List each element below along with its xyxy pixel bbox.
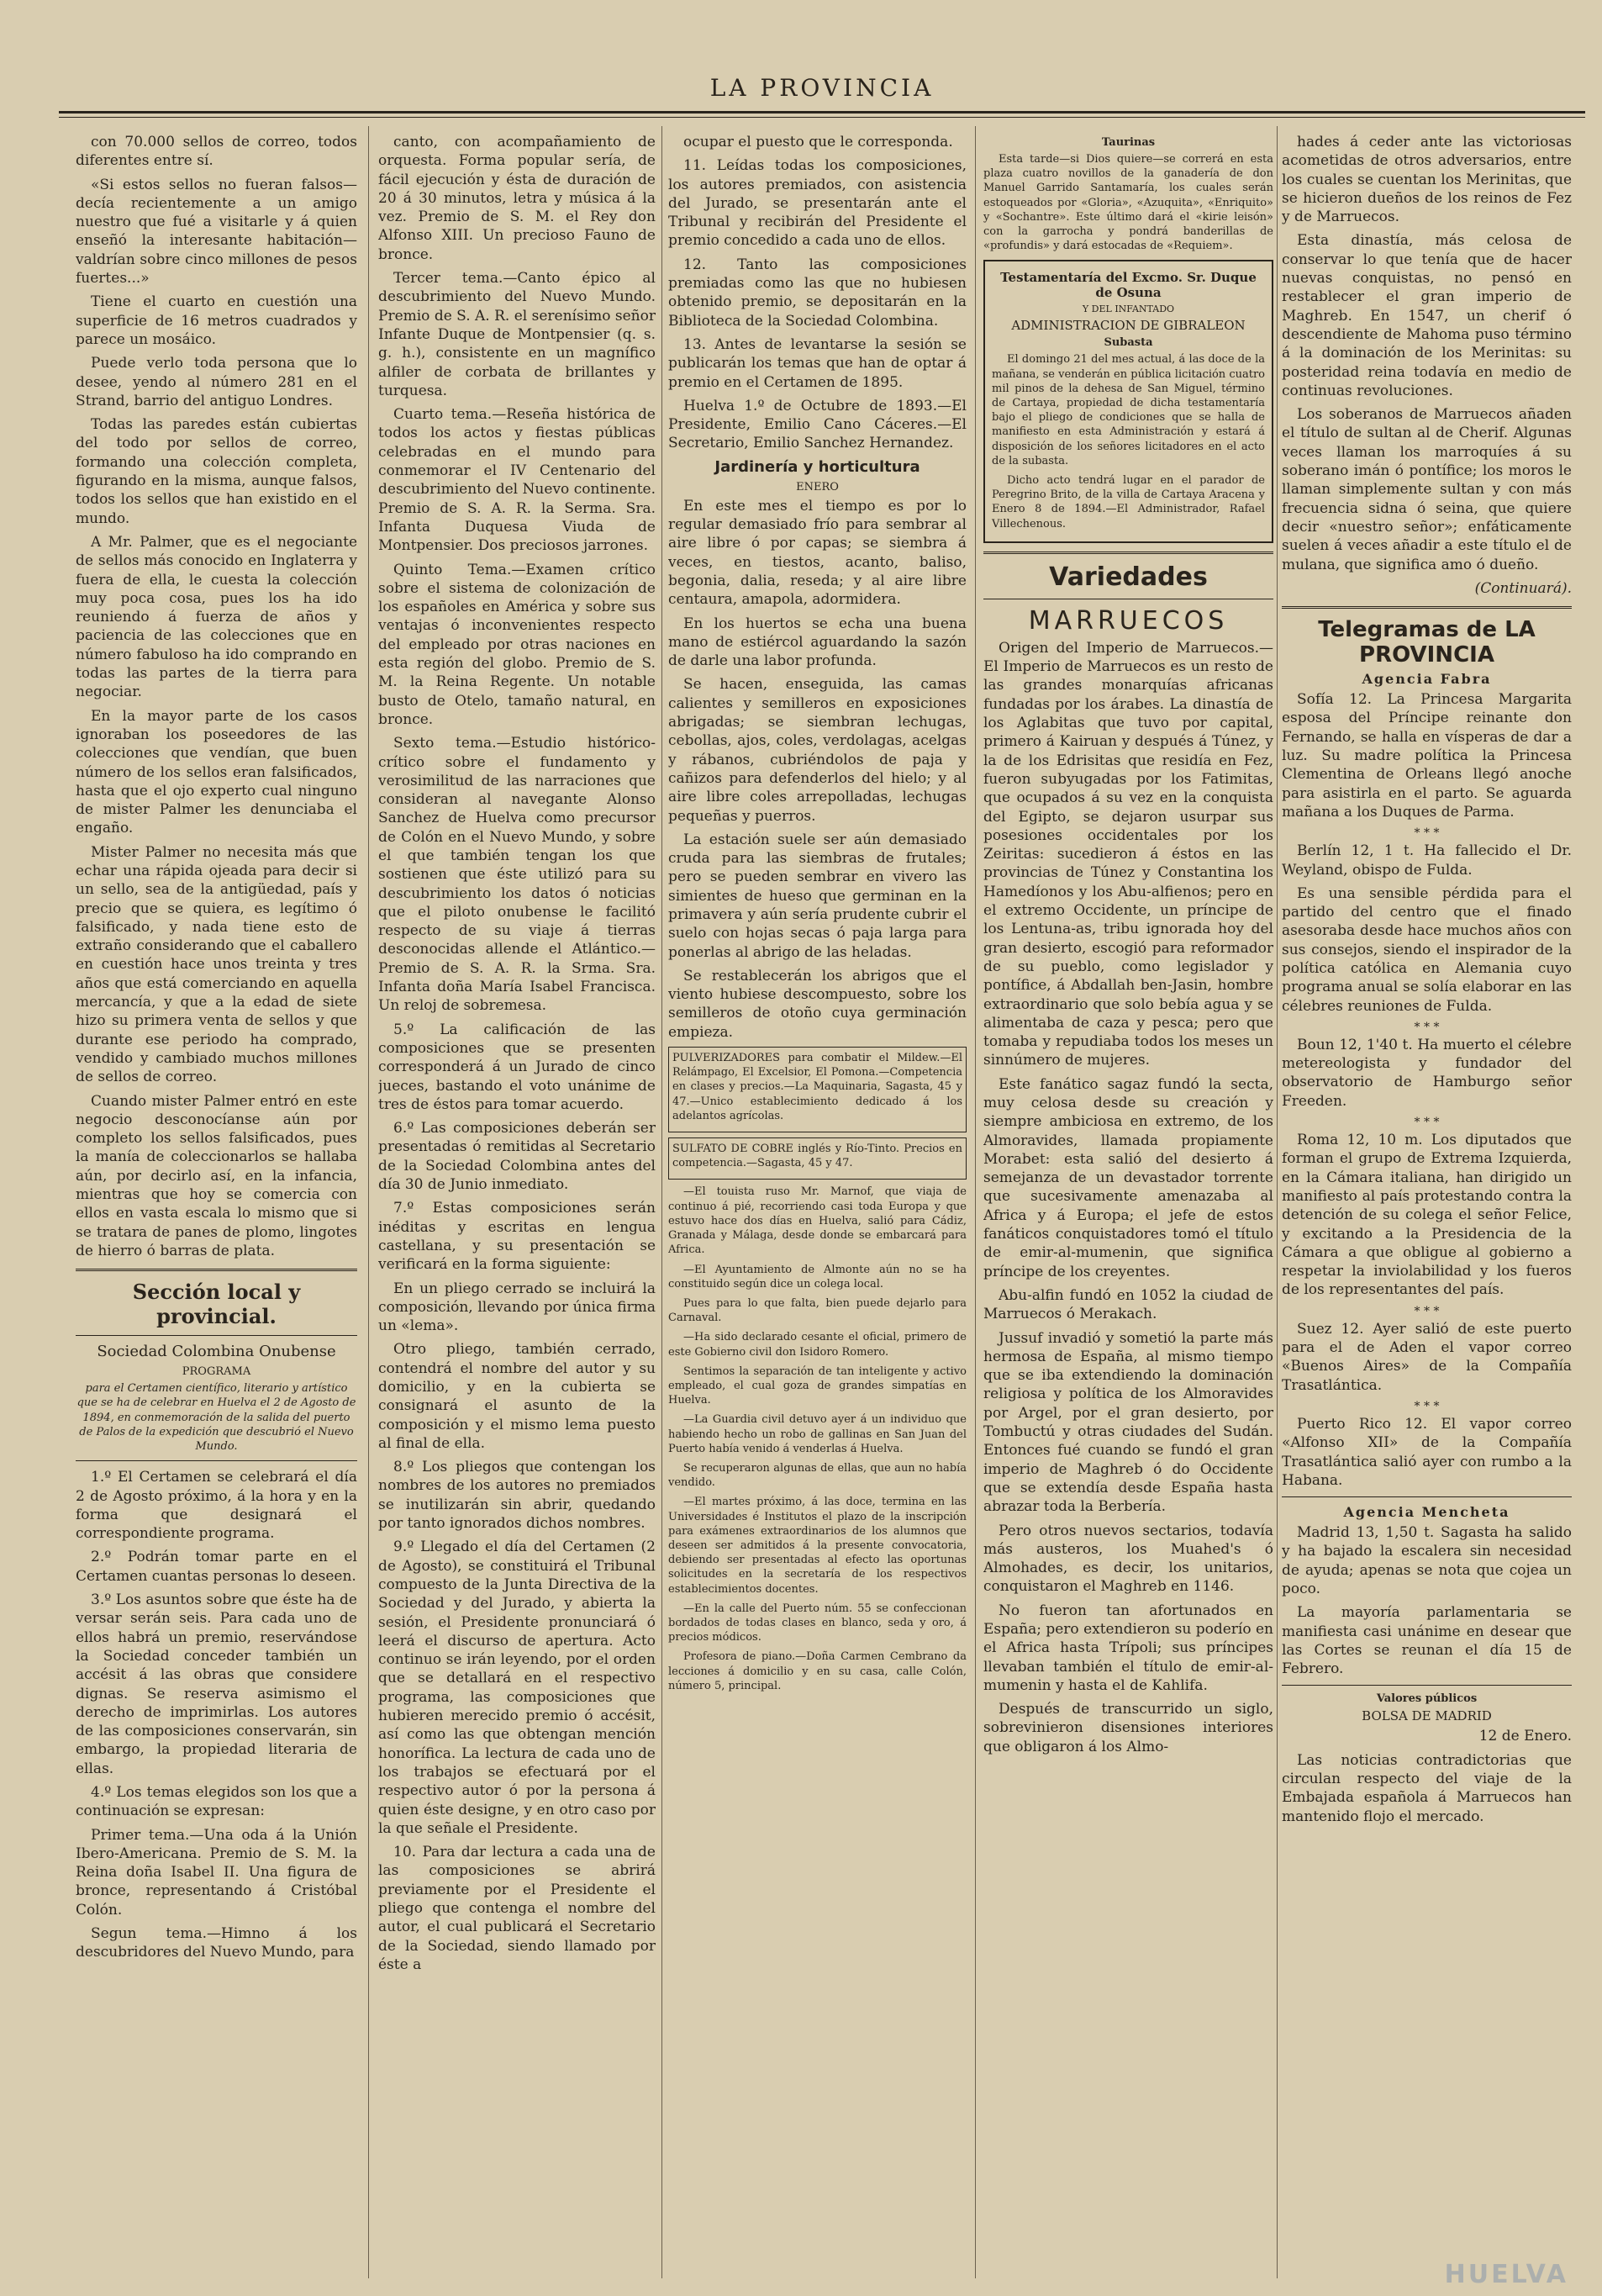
subasta-text: Dicho acto tendrá lugar en el parador de Peregrino Brito, de la villa de Cartaya Aracena y Enero 8 de 1894.—El Administrador, Rafael Villechenous.	[992, 474, 1265, 530]
paragraph: 7.º Estas composiciones serán inéditas y escritas en lengua castellana, y su presentación se verificará en la forma siguiente:	[378, 1200, 656, 1274]
telegram: Roma 12, 10 m. Los diputados que forman el grupo de Extrema Izquierda, en la Cámara italiana, han dirigido un manifiesto al país protestando contra la detención de su colega el señor Felice, y excitando a la Presidencia de la Cámara a que obligue al gobierno a respetar la inviolabilidad y los fueros de los representantes del país.	[1282, 1132, 1572, 1299]
rule-item: 3.º Los asuntos sobre que éste ha de versar serán seis. Para cada uno de ellos habrá un premio, reservándose la Sociedad conceder también un accésit á las obras que considere dignas. Se reserva asimismo el derecho de imprimirlas. Los autores de las composiciones conservarán, sin embargo, la propiedad literaria de ellas.	[76, 1591, 357, 1777]
telegram: Es una sensible pérdida para el partido del centro que el finado asesoraba desde hace muchos años con sus consejos, siendo el inspirador de la política católica en Alemania cuyo programa anual se solía elaborar en las célebres reuniones de Fulda.	[1282, 884, 1572, 1015]
continuara: (Continuará).	[1474, 579, 1572, 597]
programa-heading: PROGRAMA	[182, 1365, 251, 1379]
paragraph: Los soberanos de Marruecos añaden el título de sultan al de Cherif. Algunas veces llaman los marroquíes á su soberano imán ó pontífice; los moros le llaman simplemente sultan y con más frecuencia sidna ó seina, que quiere decir «nuestro señor»; enfáticamente suelen á veces añadir a este título el de mulana, que significa amo ó dueño.	[1282, 406, 1572, 573]
telegram: Berlín 12, 1 t. Ha fallecido el Dr. Weyland, obispo de Fulda.	[1282, 842, 1572, 879]
rule-item: Primer tema.—Una oda á la Unión Ibero-Americana. Premio de S. M. la Reina doña Isabel II. Una figura de bronce, representando á Cristóbal Colón.	[76, 1826, 357, 1919]
divider	[1282, 1496, 1572, 1497]
separator-stars: * * *	[1414, 1116, 1440, 1130]
paragraph: Cuarto tema.—Reseña histórica de todos los actos y fiestas públicas celebradas en el mundo para conmemorar el IV Centenario del descubrimiento del Nuevo continente. Premio de S. A. R. la Serma. Sra. Infanta Duquesa Viuda de Montpensier. Dos preciosos jarrones.	[378, 406, 656, 555]
telegram: Suez 12. Ayer salió de este puerto para el de Aden el vapor correo «Buenos Aires» de la Compañía Trasatlántica.	[1282, 1320, 1572, 1394]
paragraph: Quinto Tema.—Examen crítico sobre el sistema de colonización de los españoles en América y sobre sus ventajas ó inconvenientes respecto del empleado por otras naciones en esta región del globo. Premio de S. M. la Reina Regente. Un notable busto de Otelo, tamaño natural, en bronce.	[378, 561, 656, 728]
rule-item: 4.º Los temas elegidos son los que a continuación se expresan:	[76, 1783, 357, 1820]
paragraph: En este mes el tiempo es por lo regular demasiado frío para sembrar al aire libre ó por capas; se siembra á veces, en tiestos, acanto, baliso, begonia, dalia, reseda; y al aire libre centaura, amapola, adormidera.	[668, 497, 967, 609]
paragraph: Se hacen, enseguida, las camas calientes y semilleros en exposiciones abrigadas; se siembran lechugas, cebollas, ajos, coles, verdolagas, acelgas y rábanos, cubriéndolos de paja y cañizos para defenderlos del hielo; y al aire libre coles arrepolladas, lechugas pequeñas y puerros.	[668, 676, 967, 825]
paragraph: Todas las paredes están cubiertas del todo por sellos de correo, formando una colección completa, figurando en la misma, aunque falsos, todos los sellos que han existido en el mundo.	[76, 416, 357, 527]
paragraph: 5.º La calificación de las composiciones que se presenten corresponderá á un Jurado de cinco jueces, bastando el voto unánime de tres de éstos para tomar acuerdo.	[378, 1021, 656, 1113]
agencia-mencheta: Agencia Mencheta	[1343, 1504, 1510, 1521]
separator-stars: * * *	[1414, 1304, 1440, 1318]
section-rule	[983, 552, 1273, 554]
telegram: Puerto Rico 12. El vapor correo «Alfonso XII» de la Compañía Trasatlántica salió ayer con rumbo a la Habana.	[1282, 1415, 1572, 1489]
paragraph: Otro pliego, también cerrado, contendrá el nombre del autor y su domicilio, y en la cubierta se consignará el asunto de la composición y el mismo lema puesto al final de ella.	[378, 1341, 656, 1452]
paragraph: Jussuf invadió y sometió la parte más hermosa de España, al mismo tiempo que se iba extendiendo la dominación religiosa y política de los Almoravides por Argel, por el gran desierto, por Tombuctú y otras ciudades del Sudán. Entonces fué cuando se fundó el gran imperio de Maghreb ó do Occidente que se extendía desde España hasta abrazar toda la Berbería.	[983, 1329, 1273, 1516]
admin-title: ADMINISTRACION DE GIBRALEON	[1011, 318, 1246, 334]
ad-text: SULFATO DE COBRE inglés y Río-Tinto. Precios en competencia.—Sagasta, 45 y 47.	[672, 1143, 962, 1170]
paragraph: 13. Antes de levantarse la sesión se publicarán los temas que han de optar á premio en el Certamen de 1895.	[668, 335, 967, 391]
separator-stars: * * *	[1414, 826, 1440, 841]
paragraph: Después de transcurrido un siglo, sobrevinieron disensiones interiores que obligaron á los Almo-	[983, 1701, 1273, 1755]
paragraph: Puede verlo toda persona que lo desee, yendo al número 281 en el Strand, barrio del antiguo Londres.	[76, 355, 357, 409]
society-title: Sociedad Colombina Onubense	[97, 1343, 336, 1361]
column-rule	[368, 126, 369, 2278]
paragraph: Mister Palmer no necesita más que echar una rápida ojeada para decir si un sello, sea de la antigüedad, país y precio que se quiera, es legítimo ó falsificado, y nada tiene esto de extraño considerando que el caballero en cuestión hace unos treinta y tres años que está comerciando en aquella mercancía, y que a la edad de siete hizo su primera venta de sellos y que durante ese periodo ha comprado, vendido y cambiado muchos millones de sellos de correo.	[76, 843, 357, 1086]
paragraph: con 70.000 sellos de correo, todos diferentes entre sí.	[76, 134, 357, 170]
testamentaria-sub: Y DEL INFANTADO	[1082, 303, 1175, 315]
programa-intro: para el Certamen científico, literario y artístico que se ha de celebrar en Huelva el 2 de Agosto de 1894, en conmemoración de la salida del puerto de Palos de la expedición que descubrió el Nuevo Mundo.	[76, 1382, 356, 1454]
news-item: —El martes próximo, á las doce, termina en las Universidades é Institutos el plazo de la inscripción para exámenes extraordinarios de los alumnos que deseen ser admitidos á la presente convocatoria, debiendo ser presentadas al efecto las oportunas solicitudes en la secretaría de los respectivos establecimientos docentes.	[668, 1496, 967, 1596]
paragraph: Abu-alfin fundó en 1052 la ciudad de Marruecos ó Merakach.	[983, 1286, 1273, 1323]
telegram: Madrid 13, 1,50 t. Sagasta ha salido y ha bajado la escalera sin necesidad de ayuda; apenas se nota que cojea un poco.	[1282, 1524, 1572, 1597]
news-briefs	[668, 1185, 967, 1693]
subasta-notice	[983, 260, 1273, 542]
news-item: Pues para lo que falta, bien puede dejarlo para Carnaval.	[668, 1296, 967, 1325]
paragraph: 12. Tanto las composiciones premiadas como las que no hubiesen obtenido premio, se depositarán en la Biblioteca de la Sociedad Colombina.	[668, 256, 967, 330]
paragraph: En los huertos se echa una buena mano de estiércol aguardando la sazón de darle una labor profunda.	[668, 615, 967, 670]
archive-watermark: HUELVA	[1444, 2260, 1568, 2289]
news-item: —En la calle del Puerto núm. 55 se confeccionan bordados de todas clases en blanco, seda y oro, á precios módicos.	[668, 1602, 967, 1644]
paragraph: En la mayor parte de los casos ignoraban los poseedores de las colecciones que vendían, que buen número de los sellos eran falsificados, hasta que el ojo experto cual ninguno de mister Palmer les denunciaba el engaño.	[76, 707, 357, 837]
paragraph: La estación suele ser aún demasiado cruda para las siembras de frutales; pero se pueden sembrar en vivero las simientes de hueso que germinan en la primavera y aún sería prudente cubrir el suelo con hojas secas ó paja larga para ponerlas al abrigo de las heladas.	[668, 831, 967, 961]
advertisement	[668, 1137, 967, 1180]
masthead: LA PROVINCIA	[709, 74, 935, 102]
divider	[76, 1460, 357, 1461]
column-5	[1282, 133, 1572, 2272]
news-item: —El touista ruso Mr. Marnof, que viaja de continuo á pié, recorriendo casi toda Europa y que estuvo hace dos días en Huelva, salió para Cádiz, Granada y Málaga, desde donde se embarcará para Africa.	[668, 1185, 967, 1257]
paragraph: hades á ceder ante las victoriosas acometidas de otros adversarios, entre los cuales se cuentan los Merinitas, que se hicieron dueños de los reinos de Fez y de Marruecos.	[1282, 134, 1572, 226]
separator-stars: * * *	[1414, 1020, 1440, 1034]
paragraph: Cuando mister Palmer entró en este negocio desconocíanse aún por completo los sellos falsificados, pues la manía de coleccionarlos se hallaba aún, por decirlo así, en la infancia, mientras que hoy se comercia con ellos en vasta escala lo mismo que si se tratara de panes de plomo, lingotes de hierro ó barras de plata.	[76, 1092, 357, 1259]
column-rule	[661, 126, 662, 2278]
paragraph: No fueron tan afortunados en España; pero extendieron su poderío en el Africa hasta Trípoli; sus príncipes llevaban también el título de emir-al-mumenin y hasta el de Kahlifa.	[983, 1602, 1273, 1694]
news-item: —Ha sido declarado cesante el oficial, primero de este Gobierno civil don Isidoro Romero.	[668, 1331, 967, 1359]
news-item: Sentimos la separación de tan inteligente y activo empleado, el cual goza de grandes simpatías en Huelva.	[668, 1364, 967, 1407]
taurinas-text: Esta tarde—si Dios quiere—se correrá en esta plaza cuatro novillos de la ganadería de don Manuel Garrido Santamaría, los cuales serán estoqueados por «Gloria», «Azuquita», «Enriquito» y «Sochantre». Este último dará el «kirie leisón» con la garrocha y pondrá banderillas de «profundis» y dará estocadas de «Requiem».	[983, 153, 1273, 253]
news-item: —La Guardia civil detuvo ayer á un individuo que habiendo hecho un robo de gallinas en San Juan del Puerto había venido á venderlas á Huelva.	[668, 1413, 967, 1455]
valores-title: Valores públicos	[1376, 1692, 1478, 1706]
telegram: Sofía 12. La Princesa Margarita esposa del Príncipe reinante don Fernando, se halla en vísperas de dar a luz. Su madre política la Princesa Clementina de Orleans llegó anoche para asistirla en el parto. Se aguarda mañana a los Duques de Parma.	[1282, 691, 1572, 821]
paragraph: Pero otros nuevos sectarios, todavía más austeros, los Muahed's ó Almohades, es decir, los unitarios, conquistaron el Maghreb en 1146.	[983, 1522, 1273, 1596]
rule-item: 1.º El Certamen se celebrará el día 2 de Agosto próximo, á la hora y en la forma que designará el correspondiente programa.	[76, 1469, 357, 1543]
masthead-rule	[59, 111, 1585, 118]
paragraph: Origen del Imperio de Marruecos.—El Imperio de Marruecos es un resto de las grandes monarquías africanas fundadas por los árabes. La dinastía de los Aglabitas que tuvo por capital, primero á Kairuan y después á Túnez, y la de los Edrisitas que residía en Fez, fueron subyugadas por los Fatimitas, que ocupados á su vez en la conquista del Egipto, se dejaron usurpar sus posesiones occidentales por los Zeiritas: sucedieron á éstos en las provincias de Túnez y Constantina los Hamedíonos y los Abu-alfienos; pero en el extremo Occidente, un príncipe de los Lentuna-as, tribu ignorada hoy del gran desierto, escogió para reformador de su pueblo, como legislador y pontífice, á Abdallah ben-Jasin, hombre extraordinario que solo bebía agua y se alimentaba de caza y pesca; pero que tomaba y repudiaba todos los meses un sinnúmero de mujeres.	[983, 639, 1273, 1069]
divider	[1282, 1685, 1572, 1686]
divider	[76, 1335, 357, 1336]
column-rule	[975, 126, 976, 2278]
separator-stars: * * *	[1414, 1399, 1440, 1413]
testamentaria-title: Testamentaría del Excmo. Sr. Duque de Osuna	[1000, 270, 1257, 301]
marruecos-title: MARRUECOS	[1028, 605, 1229, 636]
taurinas-title: Taurinas	[1101, 136, 1156, 149]
column-2	[378, 133, 656, 2272]
subasta-text: El domingo 21 del mes actual, á las doce de la mañana, se venderán en pública licitación cuatro mil pinos de la dehesa de San Miguel, término de Cartaya, propiedad de dicha testamentaría bajo el pliego de condiciones que se halla de manifiesto en esta Administración y estará á disposición de los señores licitadores en el acto de la subasta.	[992, 353, 1265, 467]
section-title: Sección local y provincial.	[132, 1280, 301, 1329]
column-4	[983, 133, 1273, 2272]
paragraph: Este fanático sagaz fundó la secta, muy celosa desde su creación y siempre ambiciosa en extremo, de los Almoravides, llamada propiamente Morabet: esta salió del desierto á semejanza de un devastador torrente que sucesivamente amenazaba al Africa y á Europa; el jefe de estos fanáticos conquistadores tomó el título de emir-al-mumenin, que significa príncipe de los creyentes.	[983, 1075, 1273, 1280]
paragraph: Tiene el cuarto en cuestión una superficie de 16 metros cuadrados y parece un mosáico.	[76, 293, 357, 348]
bolsa-date: 12 de Enero.	[1478, 1728, 1572, 1745]
column-3	[668, 133, 967, 2272]
marruecos-article	[983, 639, 1273, 1756]
telegramas-title: Telegramas de LA PROVINCIA	[1318, 617, 1536, 668]
jardineria-title: Jardinería y horticultura	[714, 457, 920, 476]
paragraph: Esta dinastía, más celosa de conservar lo que tenía que de hacer nuevas conquistas, no pensó en restablecer el gran imperio de Maghreb. En 1547, un cherif ó descendiente de Mahoma puso término á la dominación de los Merinitas: su posteridad reina todavía en medio de continuas revoluciones.	[1282, 232, 1572, 399]
paragraph: Se restablecerán los abrigos que el viento hubiese descompuesto, sobre los semilleros de otoño cuya germinación empieza.	[668, 967, 967, 1041]
news-item: Profesora de piano.—Doña Carmen Cembrano da lecciones á domicilio y en su casa, calle Colón, número 5, principal.	[668, 1650, 967, 1692]
paragraph: 8.º Los pliegos que contengan los nombres de los autores no premiados se inutilizarán sin abrir, quedando por tanto ignorados dichos nombres.	[378, 1459, 656, 1533]
paragraph: En un pliego cerrado se incluirá la composición, llevando por única firma un «lema».	[378, 1280, 656, 1335]
paragraph: A Mr. Palmer, que es el negociante de sellos más conocido en Inglaterra y fuera de ella, le cuesta la colección muy poca cosa, pues los ha ido reuniendo á fuerza de años y paciencia de las colecciones que en número fabuloso ha ido comprando en todas las partes de la tierra para negociar.	[76, 533, 357, 701]
advertisement	[668, 1047, 967, 1132]
telegram: Boun 12, 1'40 t. Ha muerto el célebre metereologista y fundador del observatorio de Hamburgo señor Freeden.	[1282, 1036, 1572, 1110]
paragraph: canto, con acompañamiento de orquesta. Forma popular sería, de fácil ejecución y ésta de duración de 20 á 30 minutos, letra y música á la vez. Premio de S. M. el Rey don Alfonso XIII. Un precioso Fauno de bronce.	[378, 134, 656, 263]
news-item: Se recuperaron algunas de ellas, que aun no había vendido.	[668, 1461, 967, 1490]
column-1	[76, 133, 357, 2272]
paragraph: 9.º Llegado el día del Certamen (2 de Agosto), se constituirá el Tribunal compuesto de la Junta Directiva de la Sociedad y del Jurado, y abierta la sesión, el Presidente pronunciará ó leerá el discurso de apertura. Acto continuo se irán leyendo, por el orden que se detallará en el respectivo programa, las composiciones que hubieren merecido premio ó accésit, así como las que obtengan mención honorífica. La lectura de cada uno de los trabajos se efectuará por el respectivo autor ó por la persona á quien éste designe, y en otro caso por la que señale el Presidente.	[378, 1539, 656, 1837]
telegram: La mayoría parlamentaria se manifiesta casi unánime en desear que las Cortes se reunan el día 15 de Febrero.	[1282, 1604, 1572, 1678]
paragraph: Sexto tema.—Estudio histórico-crítico sobre el fundamento y verosimilitud de las narraciones que consideran al navegante Alonso Sanchez de Huelva como precursor de Colón en el Nuevo Mundo, y sobre el que también tengan los que sostienen que éste utilizó para su descubrimiento los datos ó noticias que el piloto onubense le facilitó respecto de su viaje á tierras desconocidas allende el Atlántico.—Premio de S. A. R. la Srma. Sra. Infanta doña María Isabel Francisca. Un reloj de sobremesa.	[378, 735, 656, 1015]
agencia-fabra: Agencia Fabra	[1362, 671, 1492, 688]
news-item: —El Ayuntamiento de Almonte aún no se ha constituido según dice un colega local.	[668, 1263, 967, 1291]
bolsa-title: BOLSA DE MADRID	[1362, 1708, 1492, 1724]
ad-text: PULVERIZADORES para combatir el Mildew.—El Relámpago, El Excelsior, El Pomona.—Competencia en clases y precios.—La Maquinaria, Sagasta, 45 y 47.—Unico establecimiento dedicado á los adelantos agrícolas.	[672, 1052, 962, 1122]
jardineria-month: ENERO	[796, 480, 839, 494]
paragraph: 11. Leídas todas los composiciones, los autores premiados, con asistencia del Jurado, se presentarán ante el Tribunal y recibirán del Presidente el premio concedido a cada uno de ellos.	[668, 157, 967, 250]
variedades-title: Variedades	[1049, 562, 1208, 592]
column-rule	[1277, 126, 1278, 2278]
section-rule	[76, 1269, 357, 1271]
bolsa-text: Las noticias contradictorias que circulan respecto del viaje de la Embajada española á Marruecos han mantenido flojo el mercado.	[1282, 1751, 1572, 1825]
paragraph: ocupar el puesto que le corresponda.	[683, 134, 953, 150]
rule-item: 2.º Podrán tomar parte en el Certamen cuantas personas lo deseen.	[76, 1549, 357, 1585]
paragraph: Huelva 1.º de Octubre de 1893.—El Presidente, Emilio Cano Cáceres.—El Secretario, Emilio Sanchez Hernandez.	[668, 397, 967, 452]
paragraph: 10. Para dar lectura a cada una de las composiciones se abrirá previamente por el Presidente el pliego que contenga el nombre del autor, el cual publicará el Secretario de la Sociedad, siendo llamado por éste a	[378, 1844, 656, 1973]
paragraph: 6.º Las composiciones deberán ser presentadas ó remitidas al Secretario de la Sociedad Colombina antes del día 30 de Junio inmediato.	[378, 1120, 656, 1194]
paragraph: «Si estos sellos no fueran falsos—decía recientemente a un amigo nuestro que fué a visitarle y á quien enseñó la interesante habitación—valdrían sobre cinco millones de pesos fuertes...»	[76, 176, 357, 288]
section-rule	[1282, 606, 1572, 609]
subasta-title: Subasta	[1104, 336, 1153, 350]
rule-item: Segun tema.—Himno á los descubridores del Nuevo Mundo, para	[76, 1925, 357, 1961]
paragraph: Tercer tema.—Canto épico al descubrimiento del Nuevo Mundo. Premio de S. A. R. el serenísimo señor Infante Duque de Montpensier (q. s. g. h.), consistente en un magnífico alfiler de corbata de brillantes y turquesa.	[378, 270, 656, 399]
